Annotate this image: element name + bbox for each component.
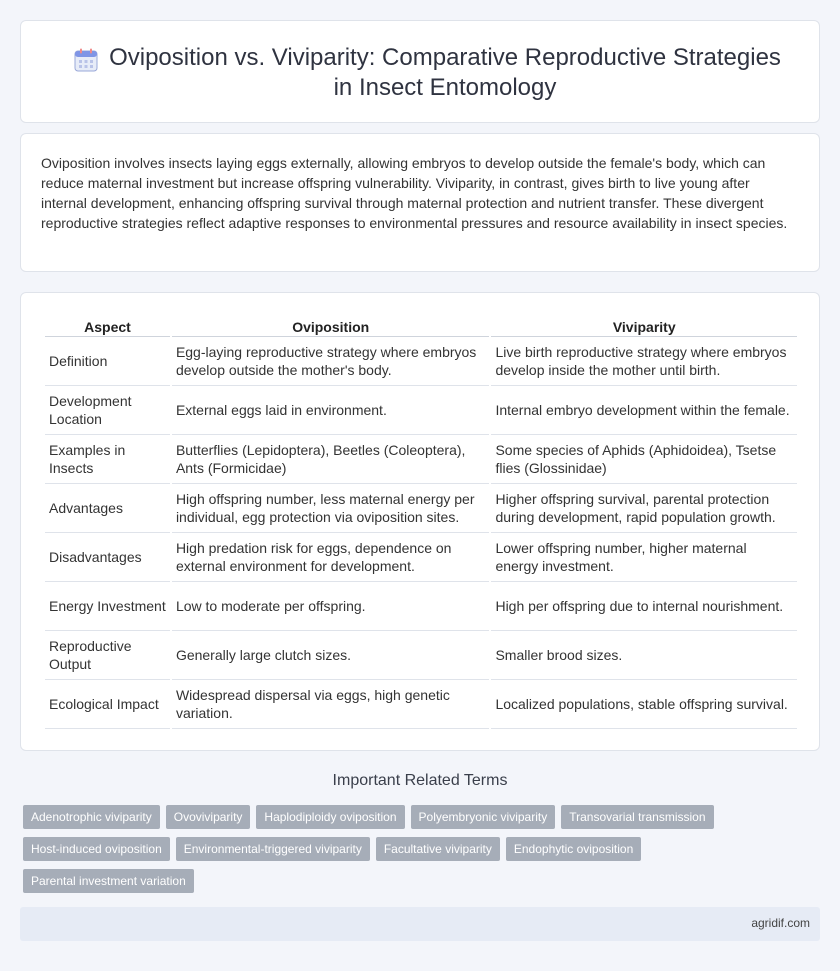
table-row xyxy=(45,484,797,533)
related-terms-title: Important Related Terms xyxy=(332,772,508,789)
header-viviparity: Viviparity xyxy=(491,313,797,337)
table-row xyxy=(45,337,797,386)
row-oviposition: Butterflies (Lepidoptera), Beetles (Coleoptera), Ants (Formicidae) xyxy=(172,435,490,484)
row-aspect: Definition xyxy=(45,337,170,386)
row-viviparity: Some species of Aphids (Aphidoidea), Tsetse flies (Glossinidae) xyxy=(491,435,797,484)
table-row xyxy=(45,680,797,729)
footer-site-link[interactable]: agridif.com xyxy=(751,916,810,930)
row-aspect: Disadvantages xyxy=(45,533,170,582)
row-oviposition: Egg-laying reproductive strategy where embryos develop outside the mother's body. xyxy=(172,337,490,386)
row-viviparity: Internal embryo development within the female. xyxy=(491,386,797,435)
comparison-table xyxy=(43,313,799,729)
tag-haplodiploidy-oviposition[interactable]: Haplodiploidy oviposition xyxy=(256,805,404,829)
tag-environmental-triggered-viviparity[interactable]: Environmental-triggered viviparity xyxy=(176,837,370,861)
table-row xyxy=(45,386,797,435)
row-oviposition: High offspring number, less maternal energy per individual, egg protection via oviposition sites. xyxy=(172,484,490,533)
row-oviposition: External eggs laid in environment. xyxy=(172,386,490,435)
table-row xyxy=(45,533,797,582)
table-row xyxy=(45,435,797,484)
title-wrap xyxy=(61,43,789,103)
tag-facultative-viviparity[interactable]: Facultative viviparity xyxy=(376,837,500,861)
row-oviposition: High predation risk for eggs, dependence on external environment for development. xyxy=(172,533,490,582)
table-header-row xyxy=(45,313,797,337)
row-aspect: Ecological Impact xyxy=(45,680,170,729)
header-card xyxy=(20,20,820,123)
tag-host-induced-oviposition[interactable]: Host-induced oviposition xyxy=(23,837,170,861)
table-row xyxy=(45,631,797,680)
tag-parental-investment-variation[interactable]: Parental investment variation xyxy=(23,869,194,893)
row-viviparity: Localized populations, stable offspring survival. xyxy=(491,680,797,729)
intro-paragraph: Oviposition involves insects laying eggs externally, allowing embryos to develop outside the female's body, which can reduce maternal investment but increase offspring vulnerability. Viviparity, in contrast, gives birth to live young after internal development, enhancing offspring survival through maternal protection and nutrient transfer. These divergent reproductive strategies reflect adaptive responses to environmental pressures and resource availability in insect species. xyxy=(41,155,788,231)
row-aspect: Advantages xyxy=(45,484,170,533)
calendar-icon xyxy=(73,47,99,73)
row-viviparity: Lower offspring number, higher maternal energy investment. xyxy=(491,533,797,582)
row-viviparity: High per offspring due to internal nourishment. xyxy=(491,582,797,631)
tag-adenotrophic-viviparity[interactable]: Adenotrophic viviparity xyxy=(23,805,160,829)
row-aspect: Development Location xyxy=(45,386,170,435)
intro-card xyxy=(20,133,820,272)
tag-transovarial-transmission[interactable]: Transovarial transmission xyxy=(561,805,713,829)
footer xyxy=(20,907,820,941)
header-oviposition: Oviposition xyxy=(172,313,490,337)
tag-endophytic-oviposition[interactable]: Endophytic oviposition xyxy=(506,837,641,861)
row-aspect: Examples in Insects xyxy=(45,435,170,484)
row-aspect: Reproductive Output xyxy=(45,631,170,680)
header-aspect: Aspect xyxy=(45,313,170,337)
tag-ovoviviparity[interactable]: Ovoviviparity xyxy=(166,805,251,829)
row-oviposition: Low to moderate per offspring. xyxy=(172,582,490,631)
row-oviposition: Generally large clutch sizes. xyxy=(172,631,490,680)
row-oviposition: Widespread dispersal via eggs, high genetic variation. xyxy=(172,680,490,729)
page-title: Oviposition vs. Viviparity: Comparative Reproductive Strategies in Insect Entomology xyxy=(109,44,781,101)
row-viviparity: Higher offspring survival, parental protection during development, rapid population growth. xyxy=(491,484,797,533)
table-row xyxy=(45,582,797,631)
comparison-card xyxy=(20,292,820,751)
row-viviparity: Smaller brood sizes. xyxy=(491,631,797,680)
related-terms-list xyxy=(23,805,813,893)
row-viviparity: Live birth reproductive strategy where embryos develop inside the mother until birth. xyxy=(491,337,797,386)
tag-polyembryonic-viviparity[interactable]: Polyembryonic viviparity xyxy=(411,805,556,829)
row-aspect: Energy Investment xyxy=(45,582,170,631)
